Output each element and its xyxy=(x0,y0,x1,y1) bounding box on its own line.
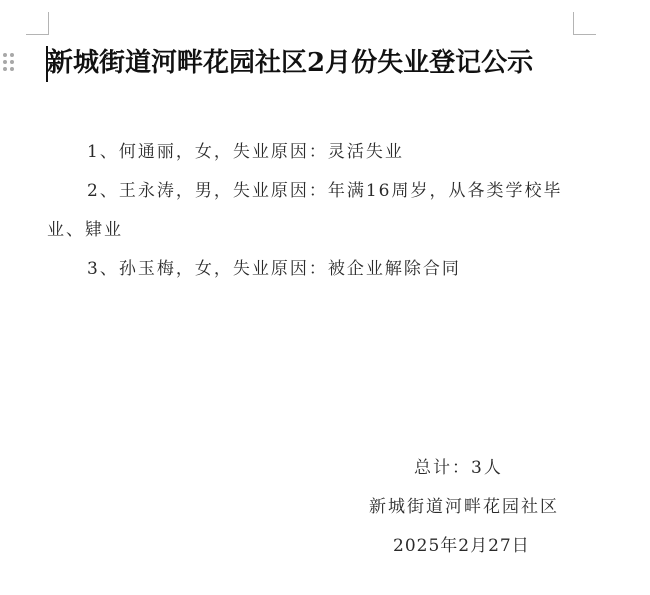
total-count[interactable]: 总计：3人 xyxy=(414,458,503,478)
organization-name[interactable]: 新城街道河畔花园社区 xyxy=(369,497,559,517)
document-body[interactable] xyxy=(47,133,587,289)
document-title[interactable]: 新城街道河畔花园社区2月份失业登记公示 xyxy=(47,48,534,78)
entry-item[interactable]: 3、孙玉梅，女，失业原因：被企业解除合同 xyxy=(87,259,461,279)
drag-handle-icon[interactable] xyxy=(3,53,15,73)
page-corner-mark-top-right xyxy=(573,12,596,35)
page-corner-mark-top-left xyxy=(26,12,49,35)
document-date[interactable]: 2025年2月27日 xyxy=(393,536,530,556)
entry-item[interactable]: 1、何通丽，女，失业原因：灵活失业 xyxy=(87,142,404,162)
entry-item[interactable]: 2、王永涛，男，失业原因：年满16周岁，从各类学校毕业、肄业 xyxy=(47,181,563,240)
